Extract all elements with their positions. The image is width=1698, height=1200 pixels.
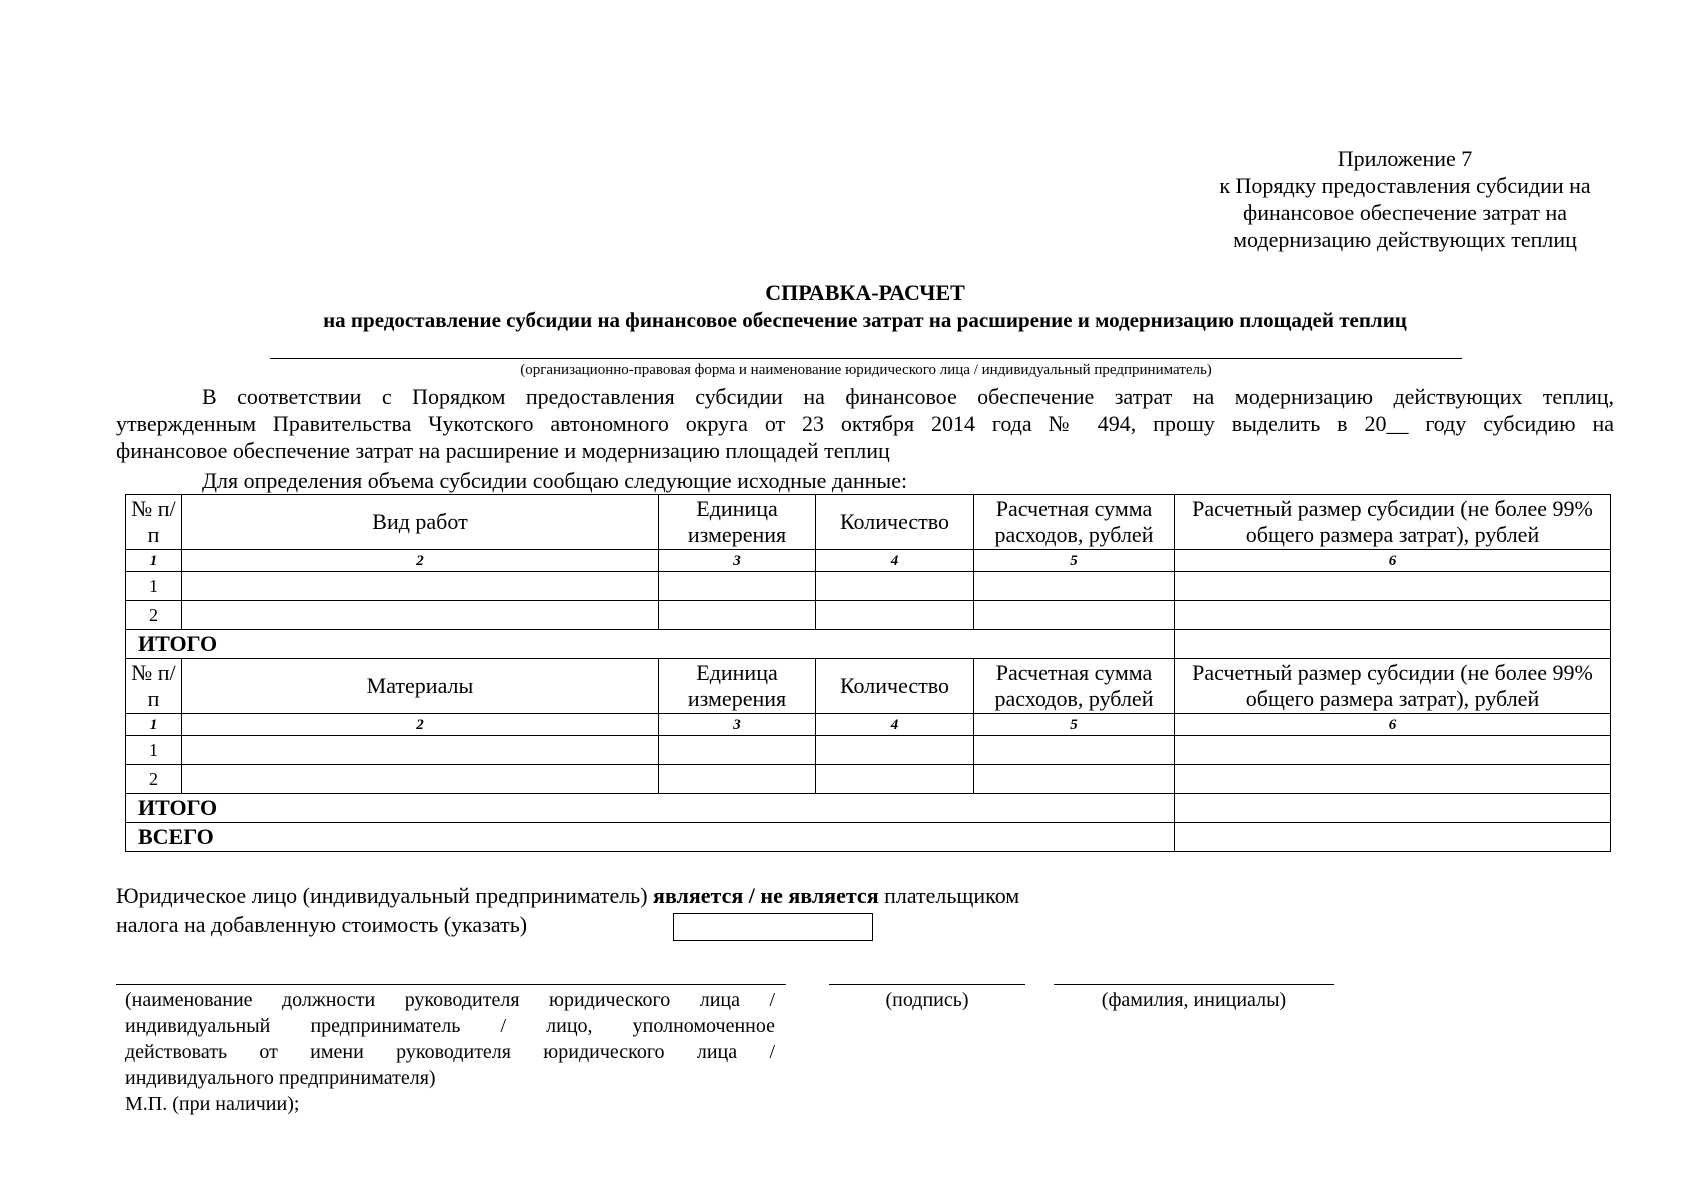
subsidy-cell[interactable] [1175, 572, 1611, 601]
lead-text: Для определения объема субсидии сообщаю следующие исходные данные: [202, 468, 908, 493]
vat-suffix: плательщиком [878, 883, 1020, 908]
document-subtitle: на предоставление субсидии на финансовое обеспечение затрат на расширение и модернизацию площадей теплиц [323, 308, 1407, 332]
header-unit: Единица измерения [659, 495, 816, 550]
unit-cell[interactable] [659, 736, 816, 765]
paragraph-line: финансовое обеспечение затрат на расширение и модернизацию площадей теплиц [116, 438, 890, 463]
vat-prefix: Юридическое лицо (индивидуальный предприниматель) [116, 883, 654, 908]
table-header-row [126, 495, 1611, 550]
unit-cell[interactable] [659, 765, 816, 794]
document-title: СПРАВКА-РАСЧЕТ [765, 280, 965, 305]
header-quantity: Количество [816, 659, 974, 714]
vat-line2: налога на добавленную стоимость (указать) [116, 912, 528, 937]
header-number: № п/п [126, 659, 182, 714]
quantity-cell[interactable] [816, 572, 974, 601]
table-header-row [126, 659, 1611, 714]
header-subsidy: Расчетный размер субсидии (не более 99% общего размера затрат), рублей [1175, 659, 1611, 714]
works-total-cell[interactable] [1175, 630, 1611, 659]
table-row [126, 572, 1611, 601]
quantity-cell[interactable] [816, 601, 974, 630]
subsidy-cell[interactable] [1175, 601, 1611, 630]
sum-cell[interactable] [974, 765, 1175, 794]
column-number-row [126, 550, 1611, 572]
materials-total-row [126, 794, 1611, 823]
signature-caption: (подпись) [885, 989, 969, 1011]
position-caption [125, 987, 775, 1091]
column-number: 1 [126, 714, 182, 736]
header-sum: Расчетная сумма расходов, рублей [974, 495, 1175, 550]
column-number: 1 [126, 550, 182, 572]
column-number: 5 [974, 550, 1175, 572]
table-row [126, 601, 1611, 630]
column-number: 4 [816, 714, 974, 736]
row-number: 2 [126, 765, 182, 794]
header-work-type: Вид работ [182, 495, 659, 550]
organization-caption: (организационно-правовая форма и наименование юридического лица / индивидуальный предприниматель) [520, 362, 1212, 378]
appendix-line: модернизацию действующих теплиц [1233, 227, 1577, 252]
unit-cell[interactable] [659, 572, 816, 601]
sum-cell[interactable] [974, 736, 1175, 765]
calculation-table [125, 494, 1611, 852]
total-label: ИТОГО [126, 630, 1175, 659]
subsidy-cell[interactable] [1175, 736, 1611, 765]
sum-cell[interactable] [974, 601, 1175, 630]
column-number: 3 [659, 550, 816, 572]
grand-total-label: ВСЕГО [126, 823, 1175, 852]
grand-total-row [126, 823, 1611, 852]
grand-total-cell[interactable] [1175, 823, 1611, 852]
stamp-note: М.П. (при наличии); [125, 1093, 300, 1115]
column-number: 3 [659, 714, 816, 736]
materials-cell[interactable] [182, 765, 659, 794]
paragraph-line: В соответствии с Порядком предоставления субсидии на финансовое обеспечение затрат на модернизацию действующих теплиц, [202, 384, 1614, 409]
header-quantity: Количество [816, 495, 974, 550]
position-caption-line: индивидуальный предприниматель / лицо, уполномоченное [125, 1015, 775, 1037]
name-caption: (фамилия, инициалы) [1101, 989, 1287, 1011]
unit-cell[interactable] [659, 601, 816, 630]
request-paragraph [116, 383, 1614, 464]
total-label: ИТОГО [126, 794, 1175, 823]
works-total-row [126, 630, 1611, 659]
column-number: 5 [974, 714, 1175, 736]
header-number: № п/п [126, 495, 182, 550]
column-number: 6 [1175, 550, 1611, 572]
header-unit: Единица измерения [659, 659, 816, 714]
work-type-cell[interactable] [182, 572, 659, 601]
signature-line[interactable] [829, 984, 1025, 985]
header-sum: Расчетная сумма расходов, рублей [974, 659, 1175, 714]
position-caption-line: (наименование должности руководителя юридического лица / [125, 989, 775, 1011]
vat-statement [116, 881, 1019, 939]
column-number-row [126, 714, 1611, 736]
work-type-cell[interactable] [182, 601, 659, 630]
row-number: 1 [126, 736, 182, 765]
vat-input-box[interactable] [673, 913, 873, 941]
column-number: 4 [816, 550, 974, 572]
materials-total-cell[interactable] [1175, 794, 1611, 823]
column-number: 6 [1175, 714, 1611, 736]
appendix-block [1185, 145, 1625, 253]
quantity-cell[interactable] [816, 765, 974, 794]
row-number: 2 [126, 601, 182, 630]
position-signature-line[interactable] [116, 984, 786, 985]
position-caption-line: действовать от имени руководителя юридического лица / [125, 1041, 775, 1063]
name-signature-line[interactable] [1054, 984, 1334, 985]
subsidy-cell[interactable] [1175, 765, 1611, 794]
quantity-cell[interactable] [816, 736, 974, 765]
organization-name-field-line[interactable] [270, 358, 1462, 359]
table-row [126, 736, 1611, 765]
materials-cell[interactable] [182, 736, 659, 765]
appendix-line: к Порядку предоставления субсидии на [1219, 173, 1591, 198]
column-number: 2 [182, 714, 659, 736]
header-materials: Материалы [182, 659, 659, 714]
table-row [126, 765, 1611, 794]
sum-cell[interactable] [974, 572, 1175, 601]
appendix-line: финансовое обеспечение затрат на [1242, 200, 1568, 225]
paragraph-line: утвержденным Правительства Чукотского автономного округа от 23 октября 2014 года № 494, прошу выделить в 20__ году субсидию на [116, 411, 1614, 436]
header-subsidy: Расчетный размер субсидии (не более 99% общего размера затрат), рублей [1175, 495, 1611, 550]
column-number: 2 [182, 550, 659, 572]
vat-choice: является / не является [653, 883, 879, 908]
row-number: 1 [126, 572, 182, 601]
position-caption-line: индивидуального предпринимателя) [125, 1067, 436, 1089]
appendix-line: Приложение 7 [1337, 146, 1473, 171]
